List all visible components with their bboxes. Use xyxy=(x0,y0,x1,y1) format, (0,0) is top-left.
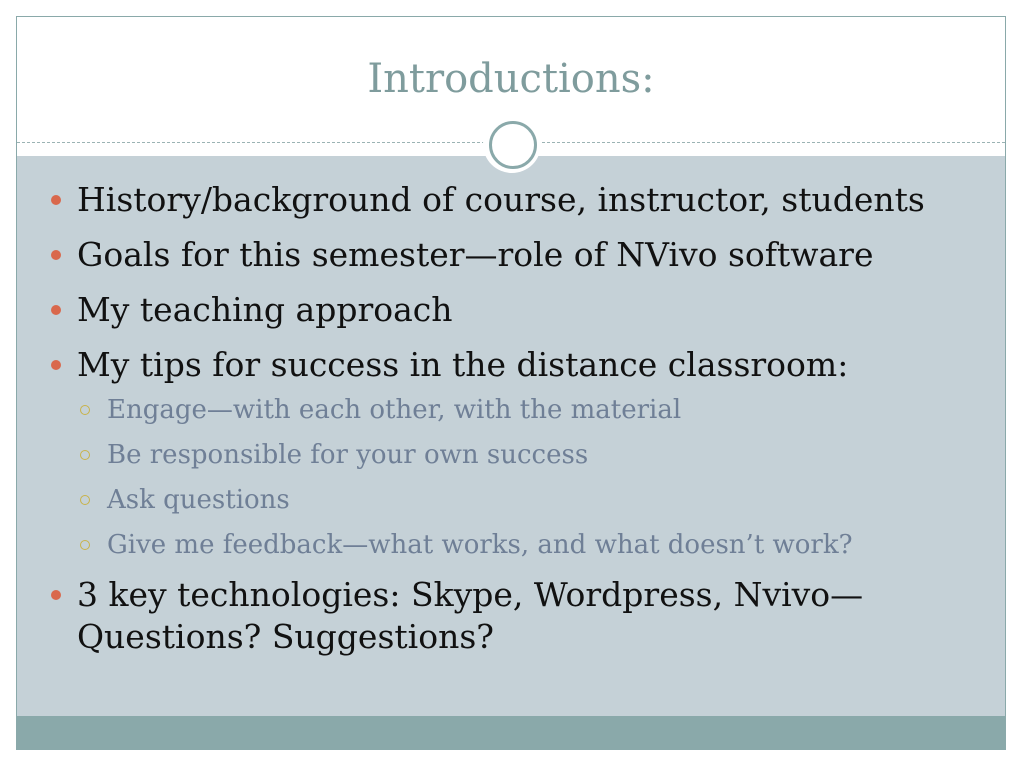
slide-title: Introductions: xyxy=(367,56,655,102)
hollow-circle-icon xyxy=(80,540,90,550)
ring-icon xyxy=(489,121,537,169)
circle-ornament-icon xyxy=(483,115,541,173)
bullet-item xyxy=(47,574,977,658)
bullet-dot-icon xyxy=(51,590,61,600)
sub-bullet-item xyxy=(47,483,977,517)
bullet-item xyxy=(47,289,977,331)
bullet-item xyxy=(47,344,977,386)
footer-bar xyxy=(17,716,1005,750)
slide xyxy=(16,16,1006,750)
bullet-text: 3 key technologies: Skype, Wordpress, Nvivo— Questions? Suggestions? xyxy=(77,575,864,656)
bullet-dot-icon xyxy=(51,250,61,260)
sub-bullet-text: Ask questions xyxy=(107,485,290,515)
sub-bullet-text: Give me feedback—what works, and what doesn’t work? xyxy=(107,530,853,560)
sub-bullet-item xyxy=(47,438,977,472)
bullet-item xyxy=(47,179,977,221)
sub-bullet-text: Be responsible for your own success xyxy=(107,440,589,470)
bullet-dot-icon xyxy=(51,305,61,315)
bullet-text: My teaching approach xyxy=(77,290,453,329)
sub-bullet-text: Engage—with each other, with the material xyxy=(107,395,682,425)
hollow-circle-icon xyxy=(80,495,90,505)
bullet-item xyxy=(47,234,977,276)
bullet-dot-icon xyxy=(51,360,61,370)
sub-bullet-list xyxy=(47,393,977,562)
bullet-text: My tips for success in the distance classroom: xyxy=(77,345,849,384)
sub-bullet-item xyxy=(47,528,977,562)
bullet-dot-icon xyxy=(51,195,61,205)
hollow-circle-icon xyxy=(80,450,90,460)
hollow-circle-icon xyxy=(80,405,90,415)
sub-bullet-item xyxy=(47,393,977,427)
bullet-list xyxy=(47,179,977,671)
bullet-text: History/background of course, instructor, students xyxy=(77,180,925,219)
bullet-text: Goals for this semester—role of NVivo software xyxy=(77,235,874,274)
